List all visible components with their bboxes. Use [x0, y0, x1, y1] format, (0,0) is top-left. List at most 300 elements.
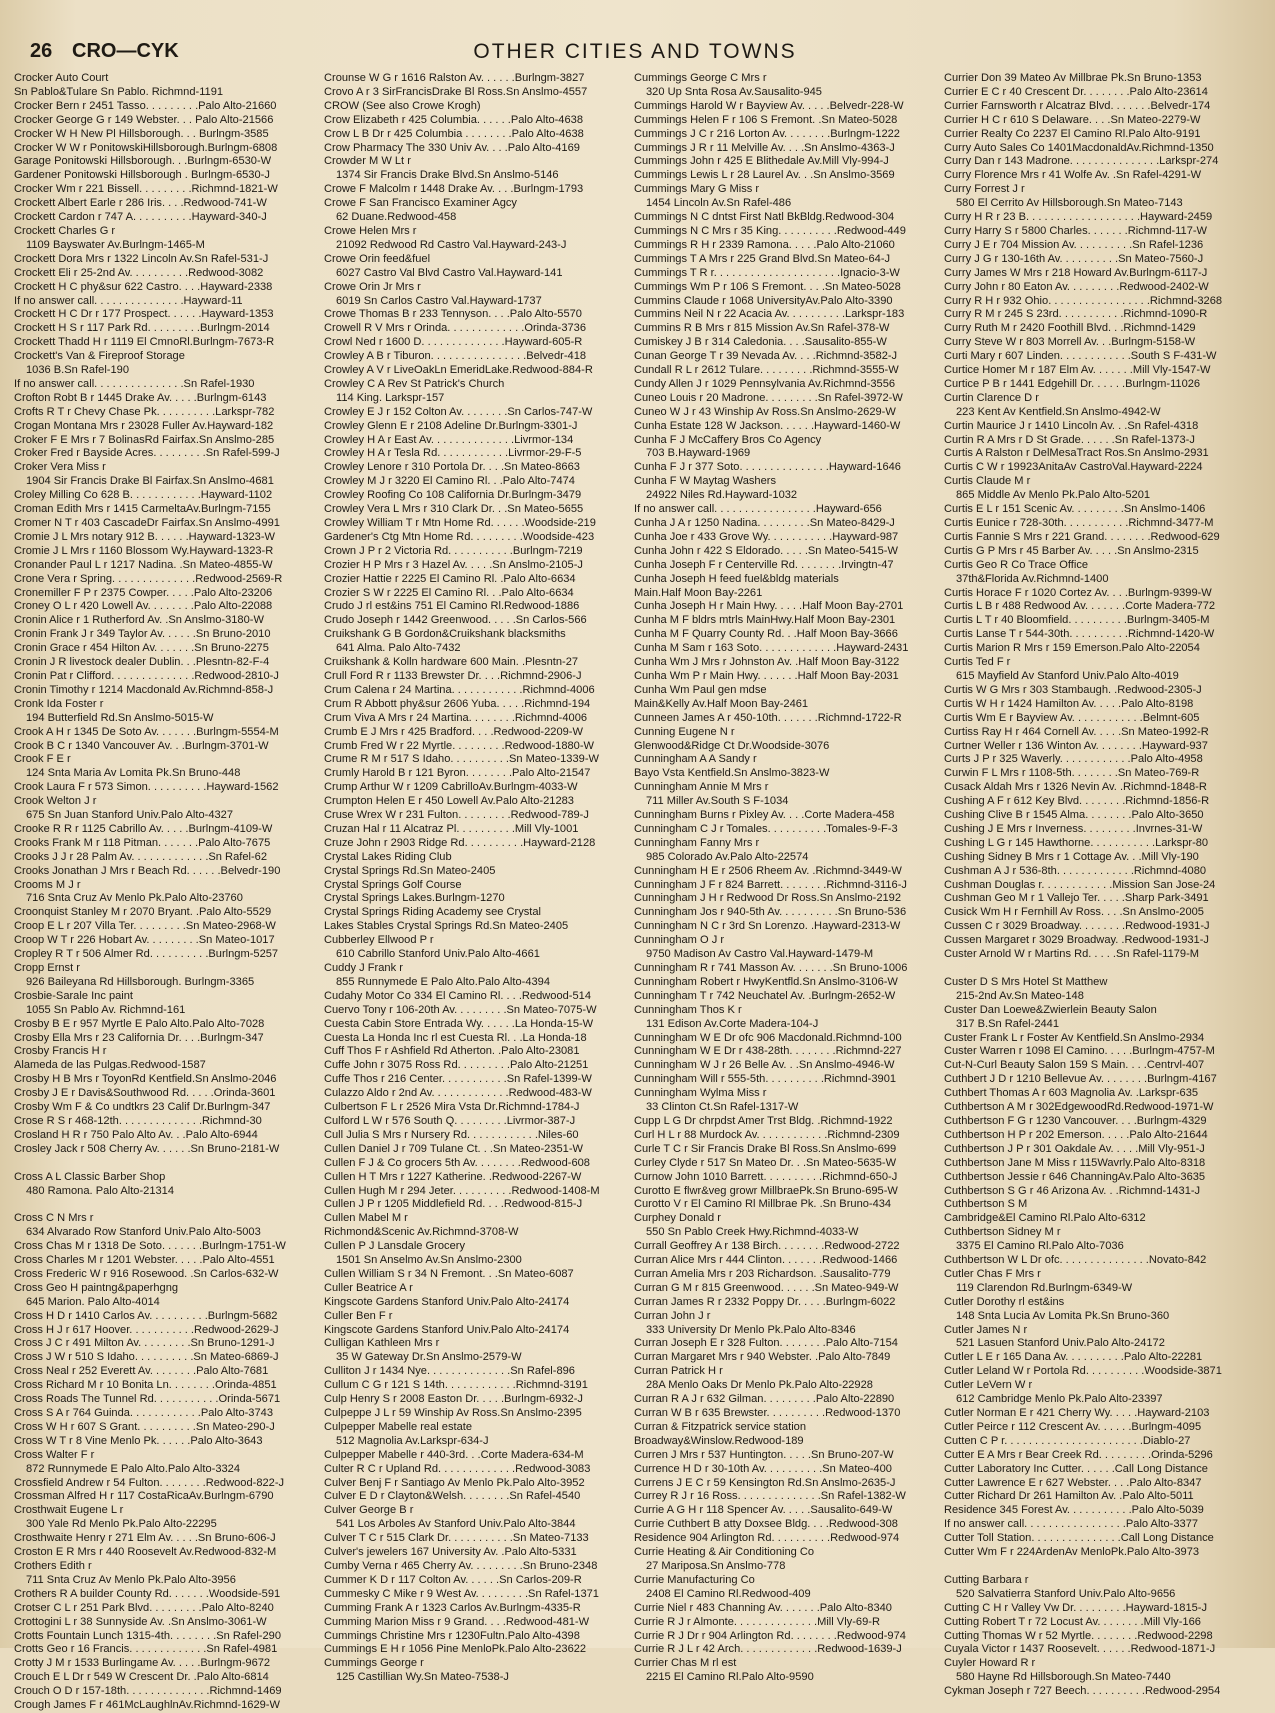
listing-entry: Cuesta La Honda Inc rl est Cuesta Rl. . .La Honda-18	[324, 1031, 587, 1044]
listing-entry: Cunningham Annie M Mrs r	[634, 781, 769, 794]
listing-entry: Curtis L T r 40 Bloomfield. . . . . . . . . .Burlngm-3405-M	[944, 614, 1210, 627]
listing-entry: Curry Ruth M r 2420 Foothill Blvd. . .Richmnd-1429	[944, 322, 1196, 335]
listing-entry: Crowe Thomas B r 233 Tennyson. . . .Palo Alto-5570	[324, 308, 582, 321]
listing-entry: Crowley H A r Tesla Rd. . . . . . . . . . . .Livrmor-29-F-5	[324, 447, 582, 460]
listing-entry: Cronin Grace r 454 Hilton Av. . . . . . .Sn Bruno-2275	[14, 642, 269, 655]
listing-entry: Cutter Wm F r 224ArdenAv MenloPk.Palo Alto-3973	[944, 1546, 1200, 1559]
listing-entry: Cutter Toll Station. . . . . . . . . . . . . . .Call Long Distance	[944, 1532, 1214, 1545]
listing-entry: Crosthwaite Henry r 271 Elm Av. . . . .Sn Bruno-606-J	[14, 1532, 276, 1545]
listing-entry: Curry James W Mrs r 218 Howard Av.Burlngm-6117-J	[944, 266, 1208, 279]
listing-entry	[14, 1157, 318, 1171]
listing-entry: If no answer call. . . . . . . . . . . . . . . . .Palo Alto-3377	[944, 1518, 1199, 1531]
listing-entry: 520 Salvatierra Stanford Univ.Palo Alto-9656	[956, 1587, 1176, 1600]
listing-entry: Crook A H r 1345 De Soto Av. . . . . . .Burlngm-5554-M	[14, 725, 279, 738]
listing-entry: 3375 El Camino Rl.Palo Alto-7036	[956, 1240, 1124, 1253]
listing-entry: Crooms M J r	[14, 878, 81, 891]
listing-entry	[944, 962, 1248, 976]
listing-entry: CROW (See also Crowe Krogh)	[324, 99, 481, 112]
listing-entry: Custer Dan Loewe&Zwierlein Beauty Salon	[944, 1003, 1157, 1016]
listing-entry: Cunningham Robert r HwyKentfld.Sn Anslmo-3106-W	[634, 975, 898, 988]
listing-entry: 865 Middle Av Menlo Pk.Palo Alto-5201	[956, 489, 1151, 502]
listing-entry: Cuneo W J r 43 Winship Av Ross.Sn Anslmo-2629-W	[634, 405, 896, 418]
listing-entry: Cullen H T Mrs r 1227 Katherine. .Redwood-2267-W	[324, 1170, 582, 1183]
listing-entry: Curry Forrest J r	[944, 183, 1025, 196]
listing-entry: Curtis C W r 19923AnitaAv CastroVal.Hayward-2224	[944, 461, 1203, 474]
listing-entry: 615 Mayfield Av Stanford Univ.Palo Alto-4019	[956, 669, 1179, 682]
listing-entry: Currall Geoffrey A r 138 Birch. . . . . . . .Redwood-2722	[634, 1240, 900, 1253]
listing-entry: Crowley E J r 152 Colton Av. . . . . . . .Sn Carlos-747-W	[324, 405, 593, 418]
listing-entry: Currier Farnsworth r Alcatraz Blvd. . . . . . .Belvedr-174	[944, 99, 1211, 112]
listing-entry: Cromer N T r 403 CascadeDr Fairfax.Sn Anslmo-4991	[14, 517, 280, 529]
listing-entry: Cushman Douglas r. . . . . . . . . . . .Mission San Jose-24	[944, 878, 1216, 891]
listing-entry: Curtice Homer M r 187 Elm Av. . . . . . .Mill Vly-1547-W	[944, 364, 1211, 377]
listing-entry: 521 Lasuen Stanford Univ.Palo Alto-24172	[956, 1337, 1165, 1350]
listing-entry: Crook Laura F r 573 Simon. . . . . . . . . .Hayward-1562	[14, 781, 279, 794]
listing-entry: Crowley A V r LiveOakLn EmeridLake.Redwood-884-R	[324, 364, 593, 377]
listing-entry: Cullum C G r 121 S 14th. . . . . . . . . . . .Richmnd-3191	[324, 1379, 588, 1392]
listing-entry: Curtner Weller r 136 Winton Av. . . . . . . .Hayward-937	[944, 739, 1208, 752]
listing-entry: Cut-N-Curl Beauty Salon 159 S Main. . . .Centrvl-407	[944, 1059, 1205, 1072]
listing-entry: Cummings T A Mrs r 225 Grand Blvd.Sn Mateo-64-J	[634, 252, 891, 265]
listing-column-4	[944, 72, 1248, 1698]
listing-entry: 114 King. Larkspr-157	[336, 391, 445, 404]
listing-entry: Curran Patrick H r	[634, 1365, 723, 1378]
listing-entry: Curti Mary r 607 Linden. . . . . . . . . . . .South S F-431-W	[944, 350, 1217, 363]
listing-entry: Crough James F r 461McLaughlnAv.Richmnd-1629-W	[14, 1699, 280, 1712]
listing-entry: Cronemiller F P r 2375 Cowper. . . . .Palo Alto-23206	[14, 586, 273, 599]
listing-entry: Cutler Norman E r 421 Cherry Wy. . . . .Hayward-2103	[944, 1407, 1210, 1419]
page-header	[30, 38, 1240, 72]
listing-entry: Cummings Mary G Miss r	[634, 183, 760, 196]
listing-entry: Cunningham O J r	[634, 934, 725, 947]
listing-entry: Cullen P J Lansdale Grocery	[324, 1240, 466, 1253]
listing-entry: Crockett Albert Earle r 286 Iris. . . .Redwood-741-W	[14, 197, 267, 210]
listing-entry: Crystal Springs Golf Course	[324, 878, 462, 891]
listing-entry: Crossfield Andrew r 54 Fulton. . . . . . . .Redwood-822-J	[14, 1476, 285, 1489]
listing-entry: Crocker W W r PonitowskiHillsborough.Burlngm-6808	[14, 141, 278, 154]
listing-entry: Culver E D r Clayton&Welsh. . . . . . . .Sn Rafel-4540	[324, 1490, 581, 1503]
listing-entry: Culpepper Mabelle real estate	[324, 1420, 473, 1433]
listing-entry: Culligan Kathleen Mrs r	[324, 1337, 440, 1350]
listing-entry: Currie A G H r 118 Spencer Av. . . . .Sausalito-649-W	[634, 1504, 893, 1517]
listing-entry: Custer Frank L r Foster Av Kentfield.Sn Anslmo-2934	[944, 1031, 1205, 1044]
listing-column-3	[634, 72, 938, 1684]
listing-entry: 716 Snta Cruz Av Menlo Pk.Palo Alto-23760	[26, 892, 243, 905]
listing-entry: 125 Castillian Wy.Sn Mateo-7538-J	[336, 1671, 509, 1684]
listing-entry: Cunha Wm P r Main Hwy. . . . . . .Half Moon Bay-2031	[634, 669, 899, 682]
listing-entry: Cunha Wm Paul gen mdse	[634, 683, 767, 696]
listing-entry: Cruzan Hal r 11 Alcatraz Pl. . . . . . . . . .Mill Vly-1001	[324, 822, 579, 835]
listing-entry: Croker F E Mrs r 7 BolinasRd Fairfax.Sn Anslmo-285	[14, 433, 275, 446]
listing-entry: Cutler Chas F Mrs r	[944, 1267, 1041, 1280]
listing-entry: Crowe Orin Jr Mrs r	[324, 280, 421, 293]
listing-entry: 2408 El Camino Rl.Redwood-409	[646, 1587, 811, 1600]
listing-entry: Cullen F J & Co grocers 5th Av. . . . . . . .Redwood-608	[324, 1156, 590, 1169]
listing-entry: 872 Runnymede E Palo Alto.Palo Alto-3324	[26, 1462, 241, 1475]
listing-entry: Curtis E L r 151 Scenic Av. . . . . . . . .Sn Anslmo-1406	[944, 503, 1206, 516]
listing-entry: Custer Warren r 1098 El Camino. . . . .Burlngm-4757-M	[944, 1045, 1215, 1058]
page-range: CRO—CYK	[72, 40, 179, 62]
listing-entry: Cuthbertson S M	[944, 1198, 1028, 1211]
listing-entry: Crone Vera r Spring. . . . . . . . . . . . . .Redwood-2569-R	[14, 572, 283, 585]
page-number: 26	[30, 40, 53, 62]
listing-entry: Gardener's Ctg Mtn Home Rd. . . . . . . . .Woodside-423	[324, 530, 595, 543]
listing-entry: 612 Cambridge Menlo Pk.Palo Alto-23397	[956, 1393, 1163, 1406]
listing-entry: Cross H D r 1410 Carlos Av. . . . . . . . . .Burlngm-5682	[14, 1309, 278, 1322]
listing-entry: Crosby J E r Davis&Southwood Rd. . . . .Orinda-3601	[14, 1087, 276, 1100]
listing-entry: Currie R J L r 42 Arch. . . . . . . . . . . . .Redwood-1639-J	[634, 1643, 902, 1656]
listing-entry: Currier Don 39 Mateo Av Millbrae Pk.Sn Bruno-1353	[944, 72, 1202, 84]
listing-entry: Cummins Neil N r 22 Acacia Av. . . . . . . . . .Larkspr-183	[634, 308, 905, 321]
listing-entry: 37th&Florida Av.Richmnd-1400	[956, 572, 1109, 585]
listing-entry: 28A Menlo Oaks Dr Menlo Pk.Palo Alto-22928	[646, 1379, 873, 1392]
listing-entry: Cunningham C J r Tomales. . . . . . . . . .Tomales-9-F-3	[634, 822, 898, 835]
listing-entry: Croley Milling Co 628 B. . . . . . . . . . . .Hayward-1102	[14, 489, 273, 502]
listing-entry: Crumpton Helen E r 450 Lowell Av.Palo Alto-21283	[324, 795, 574, 808]
listing-entry: Crockett Dora Mrs r 1322 Lincoln Av.Sn Rafel-531-J	[14, 252, 269, 265]
listing-entry: Cushing A F r 612 Key Blvd. . . . . . . .Richmnd-1856-R	[944, 795, 1210, 808]
listing-entry: Cuthbertson A M r 302EdgewoodRd.Redwood-1971-W	[944, 1101, 1214, 1114]
listing-entry: Culford L W r 576 South Q. . . . . . . . .Livrmor-387-J	[324, 1114, 576, 1127]
listing-entry: Cronin Frank J r 349 Taylor Av. . . . . .Sn Bruno-2010	[14, 628, 271, 641]
listing-entry: Curry J G r 130-16th Av. . . . . . . . . .Sn Mateo-7560-J	[944, 252, 1204, 265]
listing-entry: Cusack Aldah Mrs r 1326 Nevin Av. .Richmnd-1848-R	[944, 781, 1207, 794]
listing-entry: Cummings George r	[324, 1657, 424, 1670]
listing-entry: Crowell R V Mrs r Orinda. . . . . . . . . . . . .Orinda-3736	[324, 322, 587, 335]
listing-entry: Currie Heating & Air Conditioning Co	[634, 1546, 815, 1559]
listing-entry: Culp Henry S r 2008 Easton Dr. . . . .Burlngm-6932-J	[324, 1393, 583, 1406]
listing-entry: Croker Fred r Bayside Acres. . . . . . . . .Sn Rafel-599-J	[14, 447, 280, 460]
listing-entry: Cuervo Tony r 106-20th Av. . . . . . . . .Sn Mateo-7075-W	[324, 1003, 597, 1016]
listing-entry: Curran & Fitzpatrick service station	[634, 1420, 807, 1433]
listing-entry: Culpepper Mabelle r 440-3rd. . .Corte Madera-634-M	[324, 1448, 584, 1461]
listing-entry: Crowe F San Francisco Examiner Agcy	[324, 197, 517, 210]
listing-entry: Crump Arthur W r 1209 CabrilloAv.Burlngm-4033-W	[324, 781, 578, 794]
listing-entry: Cunningham H E r 2506 Rheem Av. .Richmnd-3449-W	[634, 864, 902, 877]
listing-entry: 333 University Dr Menlo Pk.Palo Alto-8346	[646, 1323, 856, 1336]
listing-entry: Curphey Donald r	[634, 1212, 721, 1225]
listing-entry: Cussen C r 3029 Broadway. . . . . . . .Redwood-1931-J	[944, 920, 1210, 933]
listing-entry: Cutten C P r. . . . . . . . . . . . . . . . . . . . . . .Diablo-27	[944, 1434, 1191, 1447]
listing-entry: Cross S A r 764 Guinda. . . . . . . . . . . .Palo Alto-3743	[14, 1407, 273, 1419]
listing-entry: Cunningham Wylma Miss r	[634, 1087, 767, 1100]
listing-entry: Curtis Horace F r 1020 Cortez Av. . . .Burlngm-9399-W	[944, 586, 1212, 599]
listing-entry: Residence 904 Arlington Rd. . . . . . . . . .Redwood-974	[634, 1532, 900, 1545]
listing-column-1	[14, 72, 318, 1712]
listing-entry: Cupp L G Dr chrpdst Amer Trst Bldg. .Richmnd-1922	[634, 1114, 893, 1127]
listing-entry: Cunha Estate 128 W Jackson. . . . . .Hayward-1460-W	[634, 419, 901, 432]
listing-entry: Curwin F L Mrs r 1108-5th. . . . . . . .Sn Mateo-769-R	[944, 767, 1200, 780]
listing-entry: Cummings J R r 11 Melville Av. . . .Sn Anslmo-4363-J	[634, 141, 895, 154]
listing-entry: 480 Ramona. Palo Alto-21314	[26, 1184, 175, 1197]
listing-entry: Sn Pablo&Tulare Sn Pablo. Richmnd-1191	[14, 85, 224, 98]
listing-entry: Crooks J J r 28 Palm Av. . . . . . . . . . . . .Sn Rafel-62	[14, 850, 267, 863]
listing-entry: Crossman Alfred H r 117 CostaRicaAv.Burlngm-6790	[14, 1490, 274, 1503]
listing-entry: Croston E R Mrs r 440 Roosevelt Av.Redwood-832-M	[14, 1546, 277, 1559]
listing-entry: Crose R S r 468-12th. . . . . . . . . . . . . .Richmnd-30	[14, 1114, 262, 1127]
listing-entry: Cummings N C Mrs r 35 King. . . . . . . . . .Redwood-449	[634, 224, 906, 237]
listing-entry: Curry Dan r 143 Madrone. . . . . . . . . . . . . . .Larkspr-274	[944, 155, 1219, 168]
listing-entry: 27 Mariposa.Sn Anslmo-778	[646, 1559, 786, 1572]
listing-entry: Cross Richard M r 10 Bonita Ln. . . . . . . .Orinda-4851	[14, 1379, 277, 1392]
listing-entry: Crowley M J r 3220 El Camino Rl. . .Palo Alto-7474	[324, 475, 575, 488]
listing-entry: Cross J C r 491 Milton Av. . . . . . . . .Sn Bruno-1291-J	[14, 1337, 275, 1350]
listing-entry: 62 Duane.Redwood-458	[336, 211, 457, 224]
listing-entry: Crozier Hattie r 2225 El Camino Rl. .Palo Alto-6634	[324, 572, 576, 585]
listing-entry: Cuthbertson Sidney M r	[944, 1226, 1061, 1239]
listing-entry: Crosby H B Mrs r ToyonRd Kentfield.Sn Anslmo-2046	[14, 1073, 277, 1086]
listing-entry: 675 Sn Juan Stanford Univ.Palo Alto-4327	[26, 809, 234, 822]
listing-entry: Curotto E flwr&veg growr MillbraePk.Sn Bruno-695-W	[634, 1184, 898, 1197]
listing-entry: Cumby Verna r 465 Cherry Av. . . . . . . . .Sn Bruno-2348	[324, 1559, 598, 1572]
listing-entry: Cromie J L Mrs r 1160 Blossom Wy.Hayward-1323-R	[14, 544, 274, 557]
listing-entry: Cuthbertson J P r 301 Oakdale Av. . . . .Mill Vly-951-J	[944, 1142, 1205, 1155]
listing-entry: Crowley Roofing Co 108 California Dr.Burlngm-3479	[324, 489, 582, 502]
listing-entry: Curry Harry S r 5800 Charles. . . . . . .Richmnd-117-W	[944, 224, 1208, 237]
listing-entry: 35 W Gateway Dr.Sn Anslmo-2579-W	[336, 1351, 522, 1364]
listing-entry: Cykman Joseph r 727 Beech. . . . . . . . . .Redwood-2954	[944, 1685, 1221, 1698]
listing-entry: Crockett Cardon r 747 A. . . . . . . . . .Hayward-340-J	[14, 211, 267, 224]
listing-entry: If no answer call. . . . . . . . . . . . . . . . .Hayward-656	[634, 503, 882, 516]
listing-entry: Cummings Christine Mrs r 1230Fultn.Palo Alto-4398	[324, 1629, 580, 1642]
listing-entry: Garage Ponitowski Hillsborough. . .Burlngm-6530-W	[14, 155, 272, 168]
listing-entry: Currens J E C r 59 Kensington Rd.Sn Anslmo-2635-J	[634, 1476, 896, 1489]
listing-entry: Curtis Lanse T r 544-30th. . . . . . . . . .Richmnd-1420-W	[944, 628, 1215, 641]
listing-entry: Cunha Joseph F r Centerville Rd. . . . . . . .Irvingtn-47	[634, 558, 894, 571]
listing-entry: Cuthbertson S G r 46 Arizona Av. . .Richmnd-1431-J	[944, 1184, 1201, 1197]
listing-entry: Cunningham Will r 555-5th. . . . . . . . . .Richmnd-3901	[634, 1073, 897, 1086]
listing-entry: Cummings R H r 2339 Ramona. . . . .Palo Alto-21060	[634, 238, 895, 251]
listing-entry: 1109 Bayswater Av.Burlngm-1465-M	[26, 238, 205, 251]
listing-entry: 215-2nd Av.Sn Mateo-148	[956, 989, 1084, 1002]
listing-entry: Crystal Springs Rd.Sn Mateo-2405	[324, 864, 496, 877]
listing-entry: Cropp Ernst r	[14, 962, 80, 974]
listing-entry: Cunha F J McCaffery Bros Co Agency	[634, 433, 822, 446]
listing-entry: Curry John r 80 Eaton Av. . . . . . . . .Redwood-2402-W	[944, 280, 1209, 293]
listing-entry: Crocker W H New Pl Hillsborough. . . Burlngm-3585	[14, 127, 269, 140]
listing-entry: Crowder M W Lt r	[324, 155, 411, 168]
listing-entry: Curran Alice Mrs r 444 Clinton. . . . . . .Redwood-1466	[634, 1254, 898, 1267]
listing-entry: Crofton Robt B r 1445 Drake Av. . . . .Burlngm-6143	[14, 391, 267, 404]
listing-entry: 855 Runnymede E Palo Alto.Palo Alto-4394	[336, 975, 551, 988]
listing-entry: Cummins Claude r 1068 UniversityAv.Palo Alto-3390	[634, 294, 893, 307]
listing-entry: Culver Benj F r Santiago Av Menlo Pk.Palo Alto-3952	[324, 1476, 585, 1489]
listing-entry: Curren J Mrs r 537 Huntington. . . . .Sn Bruno-207-W	[634, 1448, 894, 1461]
listing-entry: Curnow John 1010 Barrett. . . . . . . . . .Richmnd-650-J	[634, 1170, 898, 1183]
listing-entry: 1454 Lincoln Av.Sn Rafel-486	[646, 197, 792, 210]
listing-entry: 1501 Sn Anselmo Av.Sn Anslmo-2300	[336, 1254, 522, 1267]
listing-entry: Cunningham A A Sandy r	[634, 753, 757, 766]
listing-entry: Crockett Eli r 25-2nd Av. . . . . . . . . .Redwood-3082	[14, 266, 264, 279]
listing-entry: Currie R J r Almonte. . . . . . . . . . . . . .Mill Vly-69-R	[634, 1615, 880, 1628]
listing-entry: Crockett's Van & Fireproof Storage	[14, 350, 185, 363]
listing-entry: 550 Sn Pablo Creek Hwy.Richmnd-4033-W	[646, 1226, 859, 1239]
listing-entry: Curtis Eunice r 728-30th. . . . . . . . . . .Richmnd-3477-M	[944, 517, 1214, 529]
listing-entry: 645 Marion. Palo Alto-4014	[26, 1295, 160, 1308]
listing-entry: Curtin R A Mrs r D St Grade. . . . . .Sn Rafel-1373-J	[944, 433, 1195, 446]
listing-entry: Cushing Clive B r 1545 Alma. . . . . . . .Palo Alto-3650	[944, 809, 1204, 822]
listing-entry: Curtis Wm E r Bayview Av. . . . . . . . . . . .Belmnt-605	[944, 711, 1200, 724]
listing-entry: Cuneo Louis r 20 Madrone. . . . . . . . .Sn Rafel-3972-W	[634, 391, 903, 404]
listing-entry: Currey R J r 16 Ross. . . . . . . . . . . . . .Sn Rafel-1382-W	[634, 1490, 906, 1503]
listing-entry: Cross W T r 8 Vine Menlo Pk. . . . . .Palo Alto-3643	[14, 1434, 263, 1447]
listing-entry: Cuthbert Thomas A r 603 Magnolia Av. .Larkspr-635	[944, 1087, 1199, 1100]
listing-entry: Cunningham W J r 26 Belle Av. . .Sn Anslmo-4946-W	[634, 1059, 895, 1072]
listing-entry: Crosby Wm F & Co undtkrs 23 Calif Dr.Burlngm-347	[14, 1101, 271, 1114]
listing-entry: Cunha Joe r 433 Grove Wy. . . . . . . . . . .Hayward-987	[634, 530, 899, 543]
listing-entry: Curle T C r Sir Francis Drake Bl Ross.Sn Anslmo-699	[634, 1142, 897, 1155]
listing-entry: 1055 Sn Pablo Av. Richmnd-161	[26, 1003, 186, 1016]
listing-entry: Cull Julia S Mrs r Nursery Rd. . . . . . . . . . . .Niles-60	[324, 1128, 579, 1141]
listing-entry: Cunningham W E Dr ofc 906 Macdonald.Richmnd-100	[634, 1031, 902, 1044]
listing-entry: Cuddy J Frank r	[324, 962, 403, 974]
listing-entry: 610 Cabrillo Stanford Univ.Palo Alto-4661	[336, 948, 540, 961]
listing-entry: Crocker George G r 149 Webster. . . Palo Alto-21566	[14, 113, 274, 126]
listing-entry: Currier E C r 40 Crescent Dr. . . . . . . .Palo Alto-23614	[944, 85, 1208, 98]
listing-entry: Cutler L E r 165 Dana Av. . . . . . . . . .Palo Alto-22281	[944, 1351, 1203, 1364]
listing-entry: Cronin Pat r Clifford. . . . . . . . . . . . . .Redwood-2810-J	[14, 669, 279, 682]
listing-entry: Cundall R L r 2612 Tulare. . . . . . . . .Richmnd-3555-W	[634, 364, 899, 377]
listing-entry: Cumming Frank A r 1323 Carlos Av.Burlngm-4335-R	[324, 1601, 581, 1614]
listing-entry: Cross Frederic W r 916 Rosewood. .Sn Carlos-632-W	[14, 1267, 279, 1280]
listing-entry: Cummings John r 425 E Blithedale Av.Mill Vly-994-J	[634, 155, 889, 168]
listing-entry: Crooks Frank M r 118 Pitman. . . . . . .Palo Alto-7675	[14, 836, 271, 849]
listing-entry: Curry Auto Sales Co 1401MacdonaldAv.Richmnd-1350	[944, 141, 1214, 154]
listing-entry: Curran Amelia Mrs r 203 Richardson. .Sausalito-779	[634, 1267, 891, 1280]
listing-entry: Crowl Ned r 1600 D. . . . . . . . . . . . . .Hayward-605-R	[324, 336, 583, 349]
listing-entry: Crowley William T r Mtn Home Rd. . . . . .Woodside-219	[324, 517, 596, 529]
listing-entry: Cumiskey J B r 314 Caledonia. . . .Sausalito-855-W	[634, 336, 887, 349]
listing-entry: Crow Elizabeth r 425 Columbia. . . . . .Palo Alto-4638	[324, 113, 583, 126]
listing-entry: Cullen Mabel M r	[324, 1212, 408, 1225]
listing-entry: Crosley Jack r 508 Cherry Av. . . . . .Sn Bruno-2181-W	[14, 1142, 280, 1155]
listing-entry: 512 Magnolia Av.Larkspr-634-J	[336, 1434, 489, 1447]
listing-entry: Cutler James N r	[944, 1323, 1028, 1336]
listing-entry: Crume R M r 517 S Idaho. . . . . . . . . .Sn Mateo-1339-W	[324, 753, 599, 766]
listing-entry: 634 Alvarado Row Stanford Univ.Palo Alto-5003	[26, 1226, 261, 1239]
listing-entry: Cross H J r 617 Hoover. . . . . . . . . . .Redwood-2629-J	[14, 1323, 279, 1336]
listing-entry: Cutter E A Mrs r Bear Creek Rd. . . . . . . . .Orinda-5296	[944, 1448, 1213, 1461]
listing-entry: Cross Chas M r 1318 De Soto. . . . . . .Burlngm-1751-W	[14, 1240, 286, 1253]
listing-entry: Crowley Lenore r 310 Portola Dr. . . .Sn Mateo-8663	[324, 461, 580, 474]
listing-entry: Crowe Helen Mrs r	[324, 224, 417, 237]
listing-entry: Cumming Marion Miss r 9 Grand. . . .Redwood-481-W	[324, 1615, 590, 1628]
listing-entry: Crowley A B r Tiburon. . . . . . . . . . . . . . . .Belvedr-418	[324, 350, 587, 363]
listing-entry: Curran Margaret Mrs r 940 Webster. .Palo Alto-7849	[634, 1351, 891, 1364]
listing-entry: Crockett H C Dr r 177 Prospect. . . . . .Hayward-1353	[14, 308, 274, 321]
listing-entry: Main&Kelly Av.Half Moon Bay-2461	[634, 697, 809, 710]
listing-entry: Crozier H P Mrs r 3 Hazel Av. . . . .Sn Anslmo-2105-J	[324, 558, 583, 571]
listing-entry: Crowley H A r East Av. . . . . . . . . . . . . .Livrmor-134	[324, 433, 574, 446]
listing-entry: 1036 B.Sn Rafel-190	[26, 364, 129, 377]
listing-entry: Cromie J L Mrs notary 912 B. . . . . .Hayward-1323-W	[14, 530, 275, 543]
listing-entry: Crockett H C phy&sur 622 Castro. . . .Hayward-2338	[14, 280, 273, 293]
listing-entry: Curtin Maurice J r 1410 Lincoln Av. . .Sn Rafel-4318	[944, 419, 1199, 432]
listing-entry: Cunningham R r 741 Masson Av. . . . . . .Sn Bruno-1006	[634, 962, 908, 974]
listing-entry: 223 Kent Av Kentfield.Sn Anslmo-4942-W	[956, 405, 1161, 418]
listing-entry: Cunningham Burns r Pixley Av. . . .Corte Madera-458	[634, 809, 895, 822]
listing-entry: Crothers Edith r	[14, 1559, 92, 1572]
listing-entry: 580 Hayne Rd Hillsborough.Sn Mateo-7440	[956, 1671, 1171, 1684]
listing-entry: 194 Butterfield Rd.Sn Anslmo-5015-W	[26, 711, 214, 724]
listing-entry: Curtis Ted F r	[944, 656, 1011, 669]
listing-entry: 2215 El Camino Rl.Palo Alto-9590	[646, 1671, 814, 1684]
listing-entry: Cross C N Mrs r	[14, 1212, 94, 1225]
listing-entry: Cronin Timothy r 1214 Macdonald Av.Richmnd-858-J	[14, 683, 274, 696]
listing-entry: Cunningham N C r 3rd Sn Lorenzo. .Hayward-2313-W	[634, 920, 901, 933]
listing-entry: Cutter Lawrence E r 627 Webster. . . .Palo Alto-8347	[944, 1476, 1202, 1489]
listing-entry: Crothers R A builder County Rd. . . . . . .Woodside-591	[14, 1587, 281, 1600]
listing-entry: Cullen Hugh M r 294 Jeter. . . . . . . . . .Redwood-1408-M	[324, 1184, 600, 1197]
listing-entry: Cummins R B Mrs r 815 Mission Av.Sn Rafel-378-W	[634, 322, 890, 335]
listing-entry: Curran G M r 815 Greenwood. . . . . .Sn Mateo-949-W	[634, 1281, 899, 1294]
listing-entry: Cunningham Thos K r	[634, 1003, 742, 1016]
listing-entry: Crowe Orin feed&fuel	[324, 252, 431, 265]
listing-entry: 9750 Madison Av Castro Val.Hayward-1479-M	[646, 948, 874, 961]
listing-entry: Cross Geo H paintng&paperhgng	[14, 1281, 179, 1294]
listing-entry: Crystal Springs Riding Academy see Crystal	[324, 906, 542, 919]
listing-entry: Cushing Sidney B Mrs r 1 Cottage Av. . .Mill Vly-190	[944, 850, 1199, 863]
listing-entry: Curry Steve W r 803 Morrell Av. . .Burlngm-5158-W	[944, 336, 1196, 349]
listing-entry: Culler Beatrice A r	[324, 1281, 413, 1294]
listing-entry: Cuff Thos F r Ashfield Rd Atherton. .Palo Alto-23081	[324, 1045, 580, 1058]
listing-entry: Cross A L Classic Barber Shop	[14, 1170, 166, 1183]
listing-entry: Curl H L r 88 Murdock Av. . . . . . . . . . . .Richmnd-2309	[634, 1128, 900, 1141]
listing-entry: Cunha M F Quarry County Rd. . .Half Moon Bay-3666	[634, 628, 898, 641]
listing-entry: Crumly Harold B r 121 Byron. . . . . . . .Palo Alto-21547	[324, 767, 591, 780]
listing-entry: Cunneen James A r 450-10th. . . . . . .Richmnd-1722-R	[634, 711, 902, 724]
listing-entry: Curry R M r 245 S 23rd. . . . . . . . . . .Richmnd-1090-R	[944, 308, 1208, 321]
listing-entry: 985 Colorado Av.Palo Alto-22574	[646, 850, 809, 863]
listing-entry: Crum Calena r 24 Martina. . . . . . . . . . . .Richmnd-4006	[324, 683, 595, 696]
listing-entry: Crowe F Malcolm r 1448 Drake Av. . . .Burlngm-1793	[324, 183, 584, 196]
listing-entry: Curry J E r 704 Mission Av. . . . . . . . . .Sn Rafel-1236	[944, 238, 1204, 251]
listing-entry: Crum R Abbott phy&sur 2606 Yuba. . . . .Richmnd-194	[324, 697, 591, 710]
listing-entry: 641 Alma. Palo Alto-7432	[336, 642, 461, 655]
listing-entry: 926 Baileyana Rd Hillsborough. Burlngm-3365	[26, 975, 255, 988]
listing-entry: Cutter Richard Dr 261 Hamilton Av. .Palo Alto-5011	[944, 1490, 1194, 1503]
listing-entry: Crogan Montana Mrs r 23028 Fuller Av.Hayward-182	[14, 419, 274, 432]
listing-entry: Cunning Eugene N r	[634, 725, 735, 738]
listing-entry: Kingscote Gardens Stanford Univ.Palo Alto-24174	[324, 1295, 570, 1308]
listing-entry: Cushing J E Mrs r Inverness. . . . . . . . .Invrnes-31-W	[944, 822, 1203, 835]
listing-columns	[14, 72, 1254, 1712]
listing-entry: Cross Neal r 252 Everett Av. . . . . . . .Palo Alto-7681	[14, 1365, 269, 1378]
listing-entry: Gardener Ponitowski Hillsborough . Burlngm-6530-J	[14, 169, 270, 182]
listing-entry: Currence H D r 30-10th Av. . . . . . . . . .Sn Mateo-400	[634, 1462, 892, 1475]
listing-entry: Crouch O D r 157-18th. . . . . . . . . . . . . .Richmnd-1469	[14, 1685, 282, 1698]
listing-entry: Curry R H r 932 Ohio. . . . . . . . . . . . . . . . .Richmnd-3268	[944, 294, 1223, 307]
listing-entry: Cropley R T r 506 Almer Rd. . . . . . . . . .Burlngm-5257	[14, 948, 279, 961]
listing-entry: Cutler LeVern W r	[944, 1379, 1033, 1392]
listing-entry: Richmond&Scenic Av.Richmnd-3708-W	[324, 1226, 519, 1239]
listing-entry: Curran John J r	[634, 1309, 711, 1322]
listing-entry: Culler Ben F r	[324, 1309, 393, 1322]
listing-entry: Culter R C r Upland Rd. . . . . . . . . . . . .Redwood-3083	[324, 1462, 591, 1475]
listing-entry: Curley Clyde r 517 Sn Mateo Dr. . .Sn Mateo-5635-W	[634, 1156, 897, 1169]
listing-entry: Cudahy Motor Co 334 El Camino Rl. . . .Redwood-514	[324, 989, 591, 1002]
listing-entry: Cunningham J F r 824 Barrett. . . . . . . .Richmnd-3116-J	[634, 878, 907, 891]
listing-entry: Cross W H r 607 S Grant. . . . . . . . . .Sn Mateo-290-J	[14, 1420, 275, 1433]
listing-entry: Cunha Wm J Mrs r Johnston Av. .Half Moon Bay-3122	[634, 656, 900, 669]
listing-entry: Cummings Helen F r 106 S Fremont. .Sn Mateo-5028	[634, 113, 898, 126]
listing-entry	[944, 1560, 1248, 1574]
listing-entry: Crook F E r	[14, 753, 71, 766]
listing-entry: Cunningham Fanny Mrs r	[634, 836, 760, 849]
listing-entry: Cummings E H r 1056 Pine MenloPk.Palo Alto-23622	[324, 1643, 587, 1656]
listing-entry: Cuyler Howard R r	[944, 1657, 1036, 1670]
listing-entry: Cullen Daniel J r 709 Tulane Ct. . .Sn Mateo-2351-W	[324, 1142, 583, 1155]
